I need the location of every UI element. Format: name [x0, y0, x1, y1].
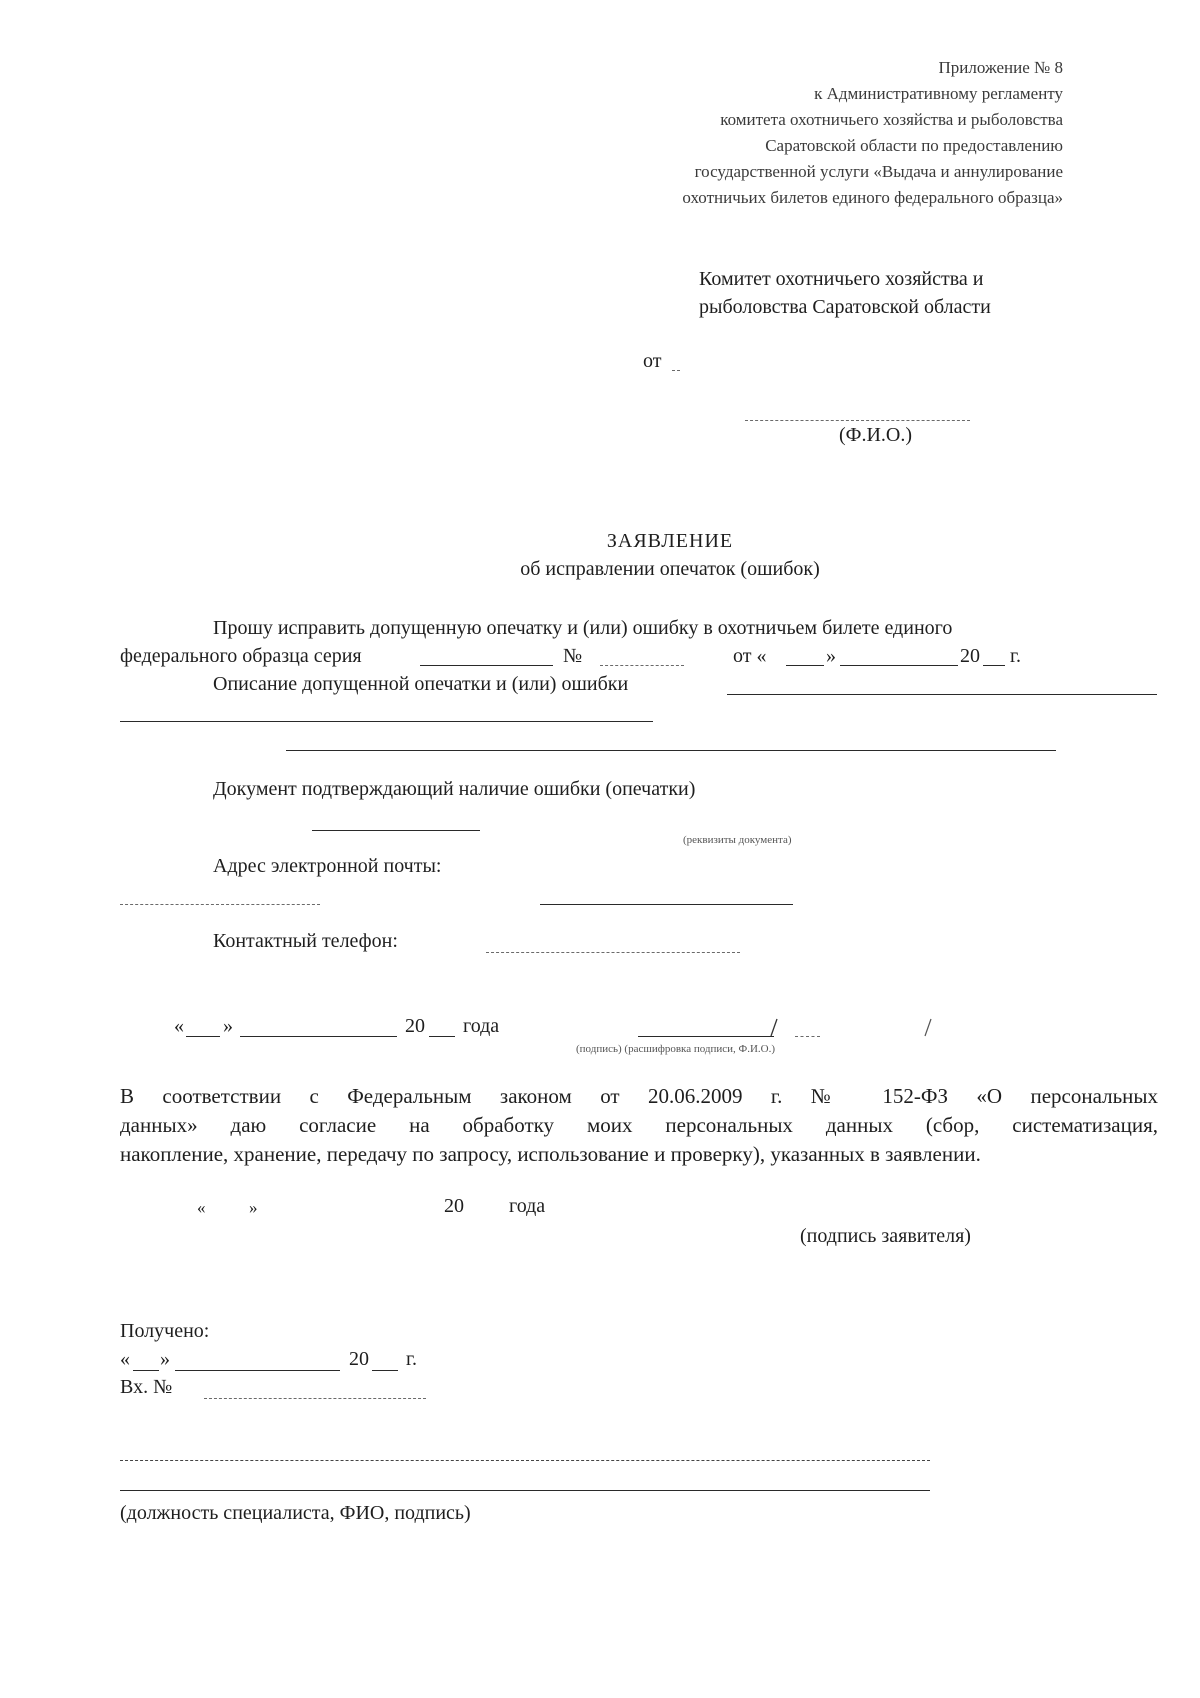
appendix-line: комитета охотничьего хозяйства и рыболовства: [720, 110, 1063, 129]
appendix-line: к Административному регламенту: [814, 84, 1063, 103]
email-label: Адрес электронной почты:: [213, 855, 442, 877]
sign-day-field[interactable]: [186, 1036, 220, 1037]
year-field[interactable]: [983, 665, 1005, 666]
received-open: «: [120, 1348, 130, 1370]
consent-date-close: »: [249, 1198, 258, 1217]
email-field[interactable]: [120, 904, 320, 905]
number-label: №: [563, 645, 583, 667]
appendix-line: Приложение № 8: [938, 58, 1063, 77]
phone-field[interactable]: [486, 952, 740, 953]
phone-label: Контактный телефон:: [213, 930, 398, 952]
specialist-caption: (должность специалиста, ФИО, подпись): [120, 1502, 471, 1524]
number-field[interactable]: [600, 665, 684, 666]
from-blank[interactable]: [672, 370, 680, 371]
incoming-label: Вх. №: [120, 1376, 173, 1398]
incoming-number-field[interactable]: [204, 1398, 426, 1399]
consent-date-open: «: [197, 1198, 206, 1217]
sign-month-field[interactable]: [240, 1036, 397, 1037]
received-label: Получено:: [120, 1320, 210, 1342]
day-field[interactable]: [786, 665, 824, 666]
series-field[interactable]: [420, 665, 553, 666]
signature-field[interactable]: [638, 1036, 774, 1037]
month-field[interactable]: [840, 665, 958, 666]
fio-caption: (Ф.И.О.): [839, 424, 913, 446]
doc-field[interactable]: [312, 830, 480, 831]
appendix-line: Саратовской области по предоставлению: [765, 136, 1063, 155]
from-label: от: [643, 350, 662, 372]
document-subtitle: об исправлении опечаток (ошибок): [520, 558, 820, 580]
received-month-field[interactable]: [175, 1370, 340, 1371]
series-label: федерального образца серия: [120, 645, 362, 667]
description-field[interactable]: [727, 694, 1157, 695]
description-label: Описание допущенной опечатки и (или) ошибки: [213, 673, 629, 695]
description-field-line[interactable]: [120, 721, 653, 722]
fio-blank[interactable]: [745, 420, 970, 421]
consent-line: данных» даю согласие на обработку моих персональных данных (сбор, систематизация,: [120, 1113, 1158, 1137]
document-title: ЗАЯВЛЕНИЕ: [606, 530, 734, 552]
received-year-field[interactable]: [372, 1370, 398, 1371]
date-mid-quote: »: [826, 645, 836, 667]
specialist-field-line[interactable]: [120, 1490, 930, 1491]
description-field-line[interactable]: [286, 750, 1056, 751]
date-from-label: от «: [733, 645, 767, 667]
specialist-field[interactable]: [120, 1460, 930, 1461]
appendix-line: охотничьих билетов единого федерального образца»: [682, 188, 1063, 207]
applicant-sign-caption: (подпись заявителя): [800, 1225, 971, 1247]
sign-year-word: года: [463, 1015, 500, 1037]
addressee-line: рыболовства Саратовской области: [699, 296, 991, 318]
appendix-line: государственной услуги «Выдача и аннулирование: [694, 162, 1063, 181]
slash-marks: [763, 1016, 943, 1038]
year-suffix: г.: [1010, 645, 1021, 667]
sign-year-field[interactable]: [429, 1036, 455, 1037]
request-line: Прошу исправить допущенную опечатку и (или) ошибку в охотничьем билете единого: [213, 617, 953, 639]
consent-line: накопление, хранение, передачу по запросу, использование и проверку), указанных в заявлении.: [120, 1142, 981, 1166]
email-field-line[interactable]: [540, 904, 793, 905]
sign-date-close: »: [223, 1015, 233, 1037]
doc-caption: (реквизиты документа): [683, 834, 792, 846]
consent-year-word: года: [509, 1195, 546, 1217]
consent-line: В соответствии с Федеральным законом от 20.06.2009 г. № 152-ФЗ «О персональных: [120, 1084, 1158, 1108]
sign-date-open: «: [174, 1015, 184, 1037]
doc-label: Документ подтверждающий наличие ошибки (опечатки): [213, 778, 696, 800]
sign-year: 20: [405, 1015, 425, 1037]
addressee-line: Комитет охотничьего хозяйства и: [699, 268, 984, 290]
received-year: 20: [349, 1348, 369, 1370]
received-day-field[interactable]: [133, 1370, 159, 1371]
sign-caption: (подпись) (расшифровка подписи, Ф.И.О.): [576, 1043, 776, 1055]
consent-year: 20: [444, 1195, 464, 1217]
year-prefix: 20: [960, 645, 980, 667]
received-year-suffix: г.: [406, 1348, 417, 1370]
received-close: »: [160, 1348, 170, 1370]
